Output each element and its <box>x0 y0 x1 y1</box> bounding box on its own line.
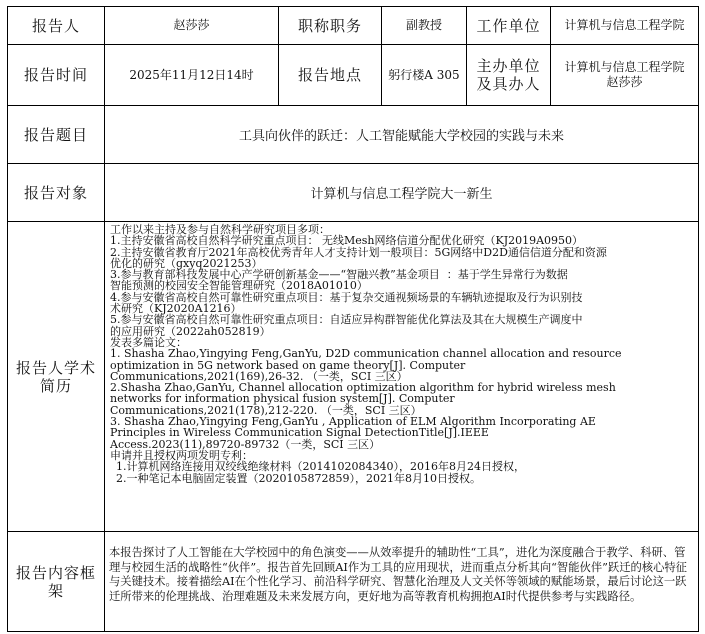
bio-line: 2.主持安徽省教育厅2021年高校优秀青年人才支持计划一般项目：5G网络中D2D通信信道分配和资源 <box>110 245 607 259</box>
host-value <box>551 45 699 106</box>
bio-line: Access.2023(11),89720-89732（一类，SCI 三区） <box>110 437 381 451</box>
topic-label: 报告题目 <box>8 106 105 164</box>
row-abstract <box>8 532 699 632</box>
report-info-table <box>7 6 699 632</box>
bio-line: 工作以来主持及参与自然科学研究项目多项： <box>110 223 330 236</box>
host-unit: 计算机与信息工程学院 <box>564 60 685 74</box>
row-topic <box>8 106 699 164</box>
abstract-content: 本报告探讨了人工智能在大学校园中的角色演变——从效率提升的辅助性“工具”，进化为深度融合于教学、科研、管理与校园生活的战略性“伙伴”。报告首先回顾AI作为工具的应用现状，进而重点分析其向“智能伙伴”跃迁的核心特征与关键技术。接着描绘AI在个性化学习、前沿科学研究、智慧化治理及人文关怀等领域的赋能场景，最后讨论这一跃迁所带来的伦理挑战、治理难题及未来发展方向，更好地为高等教育机构拥抱AI时代提供参考与实践路径。 <box>105 532 699 632</box>
reporter-label: 报告人 <box>8 7 105 45</box>
host-person: 赵莎莎 <box>606 75 643 89</box>
bio-line: 发表多篇论文： <box>110 335 187 349</box>
bio-line: 1. Shasha Zhao,Yingying Feng,GanYu, D2D communication channel allocation and resource <box>110 347 622 361</box>
row-time-place <box>8 45 699 106</box>
title-value: 副教授 <box>382 7 467 45</box>
bio-line: 2.Shasha Zhao,GanYu, Channel allocation optimization algorithm for hybrid wireless mesh <box>110 381 616 395</box>
bio-line: 2.一种笔记本电脑固定装置（2020105872859），2021年8月10日授权。 <box>116 471 481 485</box>
bio-line: 4.参与安徽省高校自然可靠性研究重点项目：基于复杂交通视频场景的车辆轨迹提取及行为识别技 <box>110 290 583 304</box>
bio-line: Communications,2021(169),26-32. （一类，SCI 三区） <box>110 369 408 383</box>
row-bio <box>8 222 699 532</box>
bio-label: 报告人学术简历 <box>8 222 105 532</box>
bio-line: optimization in 5G network based on game theory[J]. Computer <box>110 358 466 372</box>
place-label: 报告地点 <box>279 45 382 106</box>
topic-value: 工具向伙伴的跃迁：人工智能赋能大学校园的实践与未来 <box>105 106 699 164</box>
reporter-value: 赵莎莎 <box>105 7 279 45</box>
title-label: 职称职务 <box>279 7 382 45</box>
host-label: 主办单位及具办人 <box>467 45 551 106</box>
time-value: 2025年11月12日14时 <box>105 45 279 106</box>
bio-line: 智能预测的校园安全智能管理研究（2018A01010） <box>110 279 368 293</box>
bio-content <box>105 222 699 532</box>
time-label: 报告时间 <box>8 45 105 106</box>
bio-line: 5.参与安徽省高校自然可靠性研究重点项目：自适应异构群智能优化算法及其在大规模生产调度中 <box>110 313 583 327</box>
unit-label: 工作单位 <box>467 7 551 45</box>
bio-line: Principles in Wireless Communication Signal DetectionTitle[J].IEEE <box>110 426 489 440</box>
bio-line: 术研究（KJ2020A1216） <box>110 302 242 316</box>
row-audience <box>8 164 699 222</box>
bio-line: 的应用研究（2022ah052819） <box>110 324 271 338</box>
bio-line: 3. Shasha Zhao,Yingying Feng,GanYu , Application of ELM Algorithm Incorporating AE <box>110 415 596 429</box>
bio-line: 优化的研究（gxyq2021253） <box>110 256 263 270</box>
audience-label: 报告对象 <box>8 164 105 222</box>
bio-line: 3.参与教育部科技发展中心产学研创新基金——“智融兴教”基金项目 ：基于学生异常行为数据 <box>110 268 568 282</box>
abstract-label: 报告内容框架 <box>8 532 105 632</box>
row-reporter <box>8 7 699 45</box>
bio-line: Communications,2021(178),212-220. （一类，SCI 三区） <box>110 403 422 417</box>
bio-line: 1.计算机网络连接用双绞线绝缘材料（2014102084340），2016年8月24日授权， <box>116 460 525 474</box>
unit-value: 计算机与信息工程学院 <box>551 7 699 45</box>
place-value: 躬行楼A 305 <box>382 45 467 106</box>
audience-value: 计算机与信息工程学院大一新生 <box>105 164 699 222</box>
bio-line: 申请并且授权两项发明专利： <box>110 448 253 462</box>
bio-line: 1.主持安徽省高校自然科学研究重点项目： 无线Mesh网络信道分配优化研究（KJ2019A0950） <box>110 234 584 248</box>
bio-line: networks for information physical fusion system[J]. Computer <box>110 392 455 406</box>
